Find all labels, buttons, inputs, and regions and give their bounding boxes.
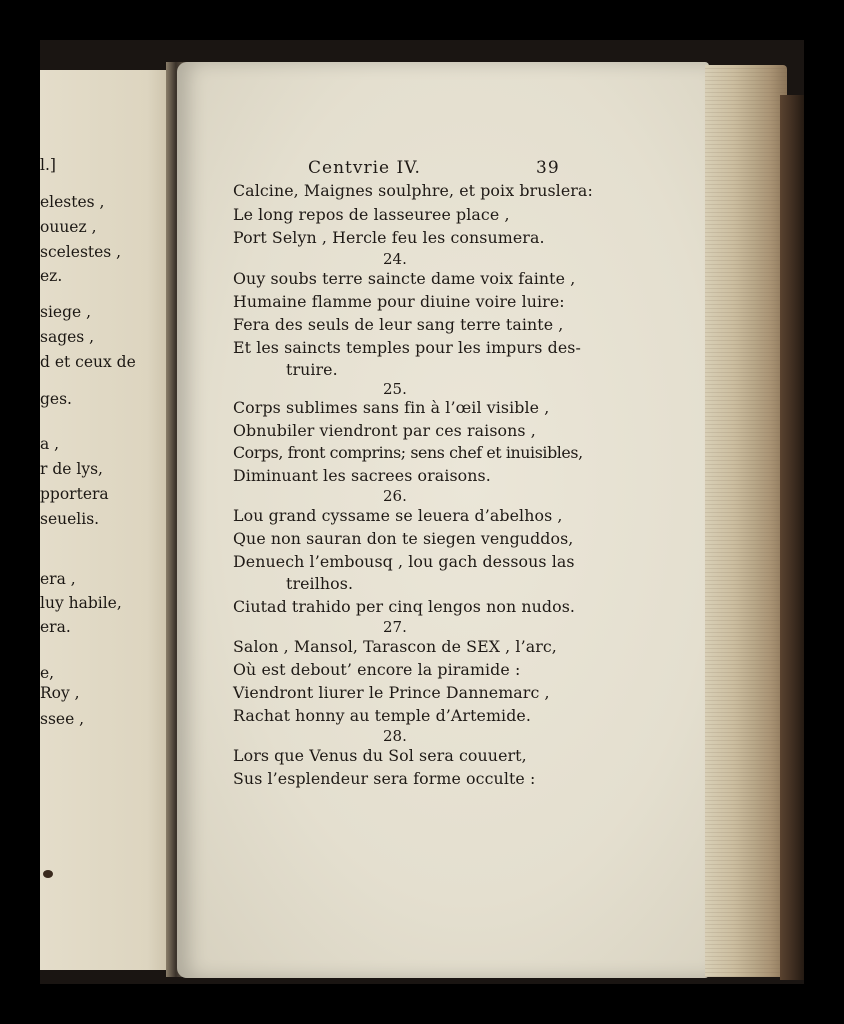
verse-line: Lou grand cyssame se leuera d’abelhos , (233, 506, 563, 525)
quatrain-number: 28. (383, 727, 407, 745)
quatrain-number: 25. (383, 380, 407, 398)
left-page-line: e, (40, 664, 55, 682)
verse-line: Ciutad trahido per cinq lengos non nudos. (233, 597, 576, 616)
left-page-line: pportera (40, 485, 109, 503)
verse-line: Corps sublimes sans fin à l’œil visible , (233, 398, 550, 417)
left-page-line: ssee , (40, 710, 85, 728)
verse-line: Corps, front comprins; sens chef et inuisibles, (233, 443, 583, 462)
left-page-line: luy habile, (40, 594, 122, 612)
verse-line: Humaine flamme pour diuine voire luire: (233, 292, 565, 311)
left-page-line: siege , (40, 303, 92, 321)
verse-line: Où est debout’ encore la piramide : (233, 660, 521, 679)
verse-line: Sus l’esplendeur sera forme occulte : (233, 769, 536, 788)
verse-line: Calcine, Maignes soulphre, et poix bruslera: (233, 181, 593, 200)
left-page-line: era. (40, 618, 71, 636)
verse-line: Lors que Venus du Sol sera couuert, (233, 746, 527, 765)
verse-line: Rachat honny au temple d’Artemide. (233, 706, 531, 725)
verse-line: truire. (286, 360, 338, 379)
left-page-line: sages , (40, 328, 95, 346)
verse-line: Et les saincts temples pour les impurs des- (233, 338, 581, 357)
quatrain-number: 26. (383, 487, 407, 505)
verse-line: Port Selyn , Hercle feu les consumera. (233, 228, 545, 247)
left-page-line: d et ceux de (40, 353, 136, 371)
left-page-line: r de lys, (40, 460, 103, 478)
quatrain-number: 24. (383, 250, 407, 268)
verse-line: Salon , Mansol, Tarascon de SEX , l’arc, (233, 637, 557, 656)
left-page-line: ges. (40, 390, 72, 408)
left-page-line: elestes , (40, 193, 105, 211)
verse-line: Fera des seuls de leur sang terre tainte , (233, 315, 564, 334)
left-page-line: seuelis. (40, 510, 100, 528)
page-text (40, 40, 804, 984)
book-scan (40, 40, 804, 984)
verse-line: Denuech l’embousq , lou gach dessous las (233, 552, 575, 571)
left-page-line: era , (40, 570, 76, 588)
left-page-line: a , (40, 435, 60, 453)
left-page-line: scelestes , (40, 243, 122, 261)
left-page-line: Roy , (40, 684, 80, 702)
quatrain-number: 27. (383, 618, 407, 636)
verse-line: Le long repos de lasseuree place , (233, 205, 510, 224)
left-page-line: ouuez , (40, 218, 97, 236)
verse-line: treilhos. (286, 574, 354, 593)
left-page-line: ez. (40, 267, 63, 285)
verse-line: Ouy soubs terre saincte dame voix fainte , (233, 269, 576, 288)
verse-line: Viendront liurer le Prince Dannemarc , (233, 683, 550, 702)
left-page-line: l.] (40, 156, 56, 174)
verse-line: Que non sauran don te siegen venguddos, (233, 529, 574, 548)
page-number: 39 (536, 158, 560, 178)
verse-line: Obnubiler viendront par ces raisons , (233, 421, 536, 440)
verse-line: Diminuant les sacrees oraisons. (233, 466, 491, 485)
running-header: Centvrie IV. (308, 158, 421, 178)
